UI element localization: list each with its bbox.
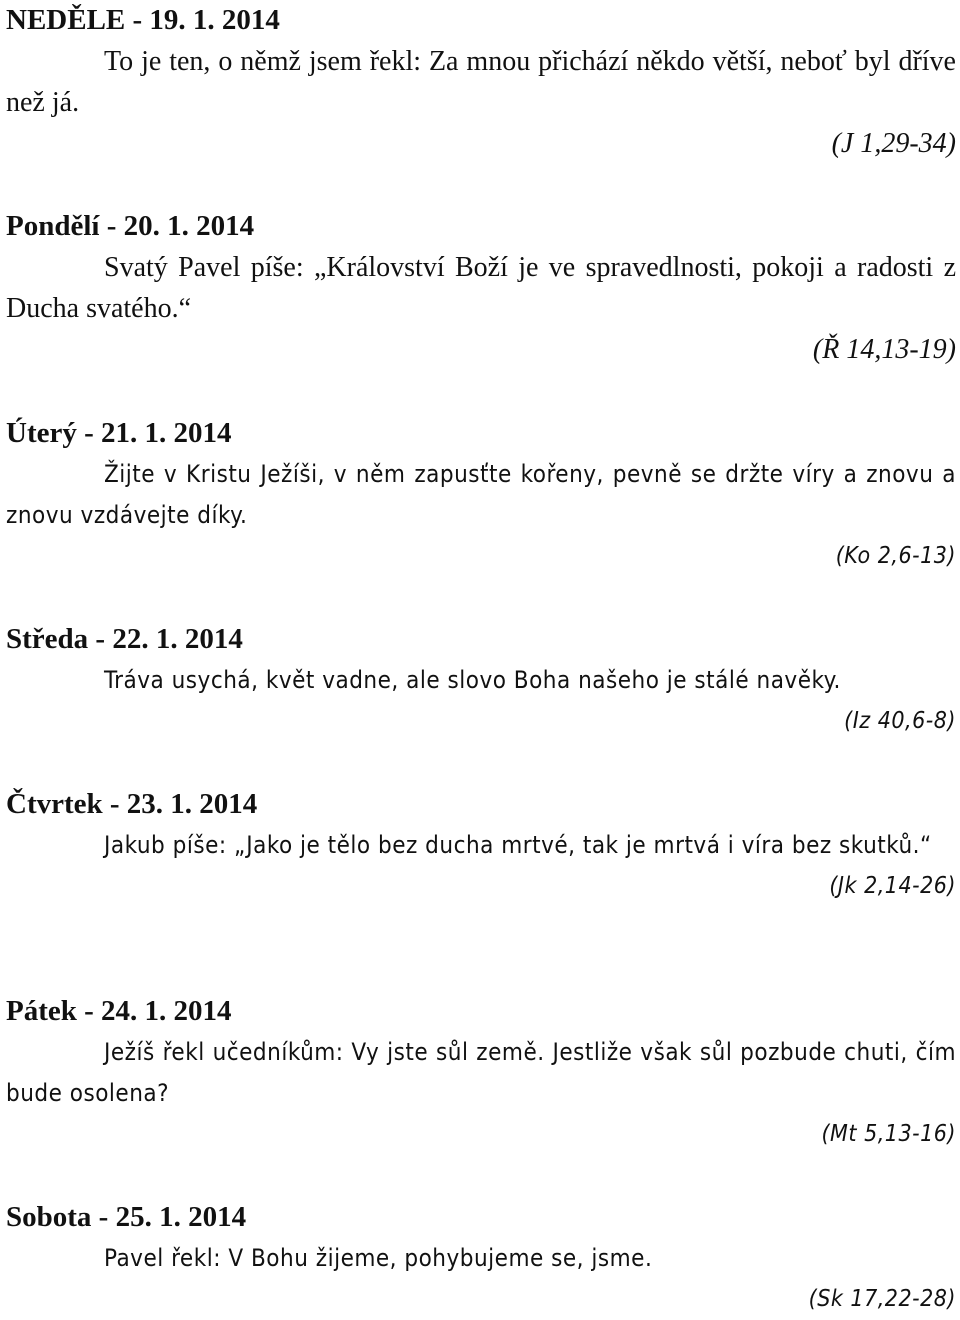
day-entry-friday [6,991,956,1155]
day-entry-monday [6,206,956,370]
day-entry-tuesday [6,413,956,577]
day-heading: NEDĚLE - 19. 1. 2014 [6,4,280,36]
day-heading: Středa - 22. 1. 2014 [6,623,243,655]
day-entry-sunday [6,0,956,164]
day-quote: Svatý Pavel píše: „Království Boží je ve spravedlnosti, pokoji a radosti z Ducha svatého.“ [6,252,956,324]
day-heading: Sobota - 25. 1. 2014 [6,1201,247,1233]
day-quote: Tráva usychá, květ vadne, ale slovo Boha našeho je stálé navěky. [104,666,841,694]
bible-reference: (J 1,29-34) [831,128,956,159]
bible-reference: (Jk 2,14-26) [829,873,956,899]
day-quote: Pavel řekl: V Bohu žijeme, pohybujeme se, jsme. [104,1244,653,1272]
day-heading: Pátek - 24. 1. 2014 [6,995,232,1027]
day-heading: Úterý - 21. 1. 2014 [6,417,232,449]
day-entry-wednesday [6,619,956,742]
day-quote: Žijte v Kristu Ježíši, v něm zapusťte kořeny, pevně se držte víry a znovu a znovu vzdávejte díky. [6,460,956,529]
day-quote: Ježíš řekl učedníkům: Vy jste sůl země. Jestliže však sůl pozbude chuti, čím bude osolena? [6,1038,956,1107]
bible-reference: (Ř 14,13-19) [812,334,956,365]
day-entry-thursday [6,784,956,907]
day-quote: To je ten, o němž jsem řekl: Za mnou přichází někdo větší, neboť byl dříve než já. [6,46,956,118]
bible-reference: (Ko 2,6-13) [835,543,956,569]
bible-reference: (Sk 17,22-28) [808,1286,956,1312]
day-entry-saturday [6,1197,956,1320]
day-quote: Jakub píše: „Jako je tělo bez ducha mrtvé, tak je mrtvá i víra bez skutků.“ [104,831,932,859]
bible-reference: (Mt 5,13-16) [821,1121,956,1147]
bible-reference: (Iz 40,6-8) [844,708,956,734]
day-heading: Pondělí - 20. 1. 2014 [6,210,255,242]
day-heading: Čtvrtek - 23. 1. 2014 [6,788,258,820]
